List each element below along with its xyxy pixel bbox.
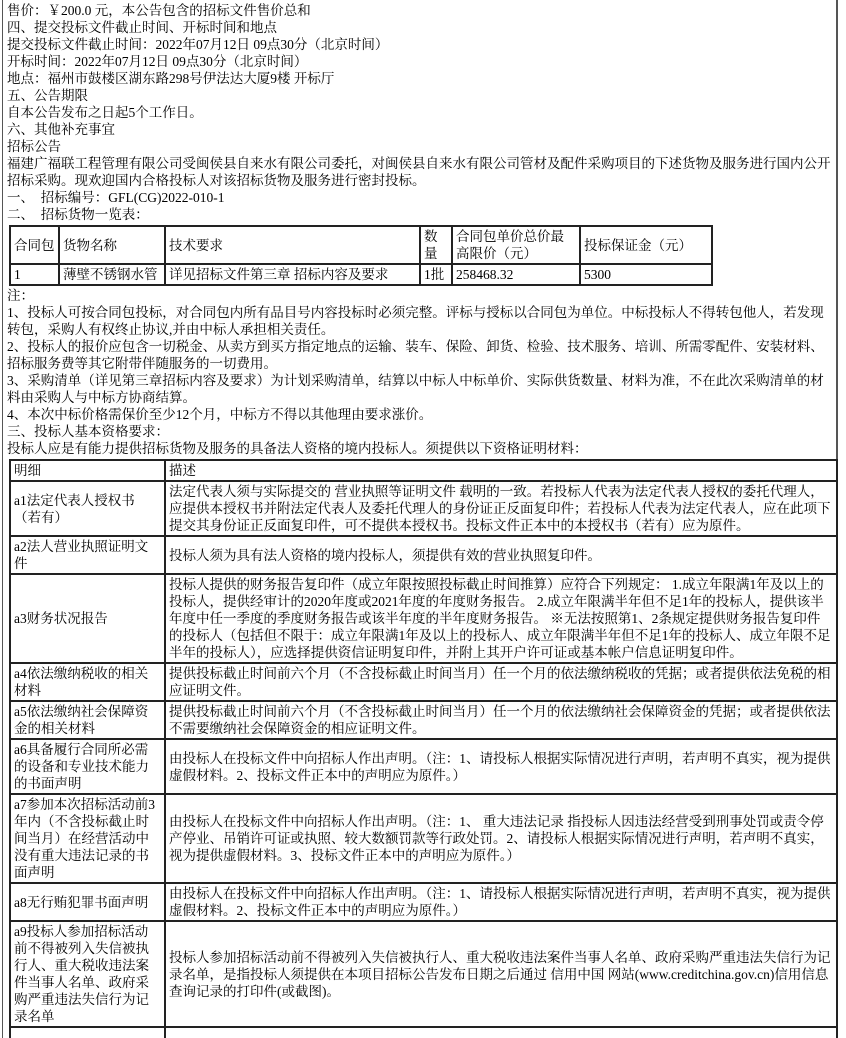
qualification-row-a8: [10, 883, 837, 921]
submission-deadline-line: 提交投标文件截止时间：2022年07月12日 09点30分（北京时间）: [7, 37, 389, 52]
qualification-row-a6: [10, 739, 837, 794]
tender-intro-paragraph: 福建广福联工程管理有限公司受闽侯县自来水有限公司委托，对闽侯县自来水有限公司管材及配件采购项目的下述货物及服务进行国内公开招标采购。现欢迎国内合格投标人对该招标货物及服务进行密封投标。: [7, 156, 831, 188]
qualification-row-a2: [10, 536, 837, 574]
qual-item-a6: a6具备履行合同所必需的设备和专业技术能力的书面声明: [10, 739, 165, 794]
section-3-heading: 三、投标人基本资格要求：: [7, 424, 169, 439]
qual-item-a2: a2法人营业执照证明文件: [10, 536, 165, 574]
qual-item-a7: a7参加本次招标活动前3年内（不含投标截止时间当月）在经营活动中没有重大违法记录的书面声明: [10, 794, 165, 883]
goods-cell-tech: 详见招标文件第三章 招标内容及要求: [165, 264, 420, 285]
goods-header-name: 货物名称: [59, 226, 165, 264]
qualification-header-row: [10, 460, 837, 481]
goods-header-deposit: 投标保证金（元）: [580, 226, 712, 264]
note-item-2: 2、投标人的报价应包含一切税金、从卖方到买方指定地点的运输、装车、保险、卸货、检验、技术服务、培训、所需零配件、安装材料、招标服务费等其它附带伴随服务的一切费用。: [7, 339, 824, 371]
qualification-row-a9: [10, 921, 837, 1027]
qualification-row-clipped: [10, 1027, 837, 1038]
goods-cell-qty: 1批: [420, 264, 452, 285]
qual-item-clipped: [10, 1027, 165, 1038]
goods-table-header-row: [10, 226, 712, 264]
qual-item-a5: a5依法缴纳社会保障资金的相关材料: [10, 701, 165, 739]
tender-number-line: 一、 招标编号：GFL(CG)2022-010-1: [7, 190, 225, 205]
bid-opening-location-line: 地点：福州市鼓楼区湖东路298号伊法达大厦9楼 开标厅: [7, 71, 335, 86]
qual-desc-a5: 提供投标截止时间前六个月（不含投标截止时间当月）任一个月的依法缴纳社会保障资金的凭据；或者提供依法不需要缴纳社会保障资金的相应证明文件。: [165, 701, 837, 739]
qual-desc-a1: 法定代表人须与实际提交的 营业执照等证明文件 载明的一致。若投标人代表为法定代表人授权的委托代理人，应提供本授权书并附法定代表人及委托代理人的身份证正反面复印件；若投标人代表为法定代表人，应在此项下提交其身份证正反面复印件，可不提供本授权书。投标文件正本中的本授权书（若有）应为原件。: [165, 481, 837, 536]
goods-table-row: [10, 264, 712, 285]
qual-desc-a2: 投标人须为具有法人资格的境内投标人，须提供有效的营业执照复印件。: [165, 536, 837, 574]
goods-cell-max-price: 258468.32: [452, 264, 580, 285]
qual-item-a4: a4依法缴纳税收的相关材料: [10, 663, 165, 701]
goods-cell-name: 薄壁不锈钢水管: [59, 264, 165, 285]
notes-label: 注：: [7, 288, 34, 303]
qual-desc-a4: 提供投标截止时间前六个月（不含投标截止时间当月）任一个月的依法缴纳税收的凭据；或者提供依法免税的相应证明文件。: [165, 663, 837, 701]
qualification-row-a4: [10, 663, 837, 701]
tender-announcement-title: 招标公告: [7, 139, 61, 154]
section-4-heading: 四、提交投标文件截止时间、开标时间和地点: [7, 20, 277, 35]
note-item-4: 4、本次中标价格需保价至少12个月，中标方不得以其他理由要求涨价。: [7, 407, 433, 422]
qual-item-a1: a1法定代表人授权书（若有）: [10, 481, 165, 536]
qual-desc-a3: 投标人提供的财务报告复印件（成立年限按照投标截止时间推算）应符合下列规定： 1.成立年限满1年及以上的投标人，提供经审计的2020年度或2021年度的年度财务报告。 2.成立年限满半年但不足1年的投标人，提供该半年度中任一季度的季度财务报告或该半年度的半年度财务报告。 ※无法按照第1、2条规定提供财务报告复印件的投标人（包括但不限于：成立年限满1年及以上的投标人、成立年限满半年但不足1年的投标人、成立年限不足半年的投标人），应选择提供资信证明复印件，并附上其开户许可证或基本帐户信息证明复印件。: [165, 574, 837, 663]
qual-header-desc: 描述: [165, 460, 837, 481]
qual-desc-a6: 由投标人在投标文件中向招标人作出声明。（注：1、请投标人根据实际情况进行声明，若声明不真实，视为提供虚假材料。2、投标文件正本中的声明应为原件。）: [165, 739, 837, 794]
qualification-row-a3: [10, 574, 837, 663]
goods-header-tech: 技术要求: [165, 226, 420, 264]
bid-opening-time-line: 开标时间：2022年07月12日 09点30分（北京时间）: [7, 54, 308, 69]
qual-item-a8: a8无行贿犯罪书面声明: [10, 883, 165, 921]
note-item-1: 1、投标人可按合同包投标，对合同包内所有品目号内容投标时必须完整。评标与授标以合同包为单位。中标投标人不得转包他人，若发现转包，采购人有权终止协议,并由中标人承担相关责任。: [7, 305, 824, 337]
goods-cell-deposit: 5300: [580, 264, 712, 285]
qual-item-a9: a9投标人参加招标活动前不得被列入失信被执行人、重大税收违法案件当事人名单、政府采购严重违法失信行为记录名单: [10, 921, 165, 1027]
sale-price-line: 售价：￥200.0 元，本公告包含的招标文件售价总和: [7, 3, 311, 18]
goods-header-qty: 数量: [420, 226, 452, 264]
section-6-heading: 六、其他补充事宜: [7, 122, 115, 137]
qualification-table: [9, 459, 838, 1038]
goods-header-package: 合同包: [10, 226, 59, 264]
note-item-3: 3、采购清单（详见第三章招标内容及要求）为计划采购清单，结算以中标人中标单价、实际供货数量、材料为准，不在此次采购清单的材料由采购人与中标方协商结算。: [7, 373, 824, 405]
qual-header-item: 明细: [10, 460, 165, 481]
qual-item-a3: a3财务状况报告: [10, 574, 165, 663]
goods-cell-package: 1: [10, 264, 59, 285]
qual-desc-a8: 由投标人在投标文件中向招标人作出声明。（注：1、请投标人根据实际情况进行声明，若声明不真实，视为提供虚假材料。2、投标文件正本中的声明应为原件。）: [165, 883, 837, 921]
qualification-row-a7: [10, 794, 837, 883]
section-5-heading: 五、公告期限: [7, 88, 88, 103]
qualification-intro-line: 投标人应是有能力提供招标货物及服务的具备法人资格的境内投标人。须提供以下资格证明材料：: [7, 441, 588, 456]
qual-desc-a9: 投标人参加招标活动前不得被列入失信被执行人、重大税收违法案件当事人名单、政府采购严重违法失信行为记录名单，是指投标人须提供在本项目招标公告发布日期之后通过 信用中国 网站(www.creditchina.gov.cn)信用信息查询记录的打印件(或截图)。: [165, 921, 837, 1027]
goods-list-heading: 二、 招标货物一览表：: [7, 207, 149, 222]
qualification-row-a1: [10, 481, 837, 536]
qualification-row-a5: [10, 701, 837, 739]
qual-desc-a7: 由投标人在投标文件中向招标人作出声明。（注：1、 重大违法记录 指投标人因违法经营受到刑事处罚或责令停产停业、吊销许可证或执照、较大数额罚款等行政处罚。2、请投标人根据实际情况进行声明，若声明不真实，视为提供虚假材料。3、投标文件正本中的声明应为原件。）: [165, 794, 837, 883]
announcement-period-line: 自本公告发布之日起5个工作日。: [7, 105, 203, 120]
goods-table: [9, 225, 713, 286]
goods-header-max-price: 合同包单价总价最高限价（元）: [452, 226, 580, 264]
qual-desc-clipped: [165, 1027, 837, 1038]
tender-announcement-page: [2, 0, 838, 1038]
